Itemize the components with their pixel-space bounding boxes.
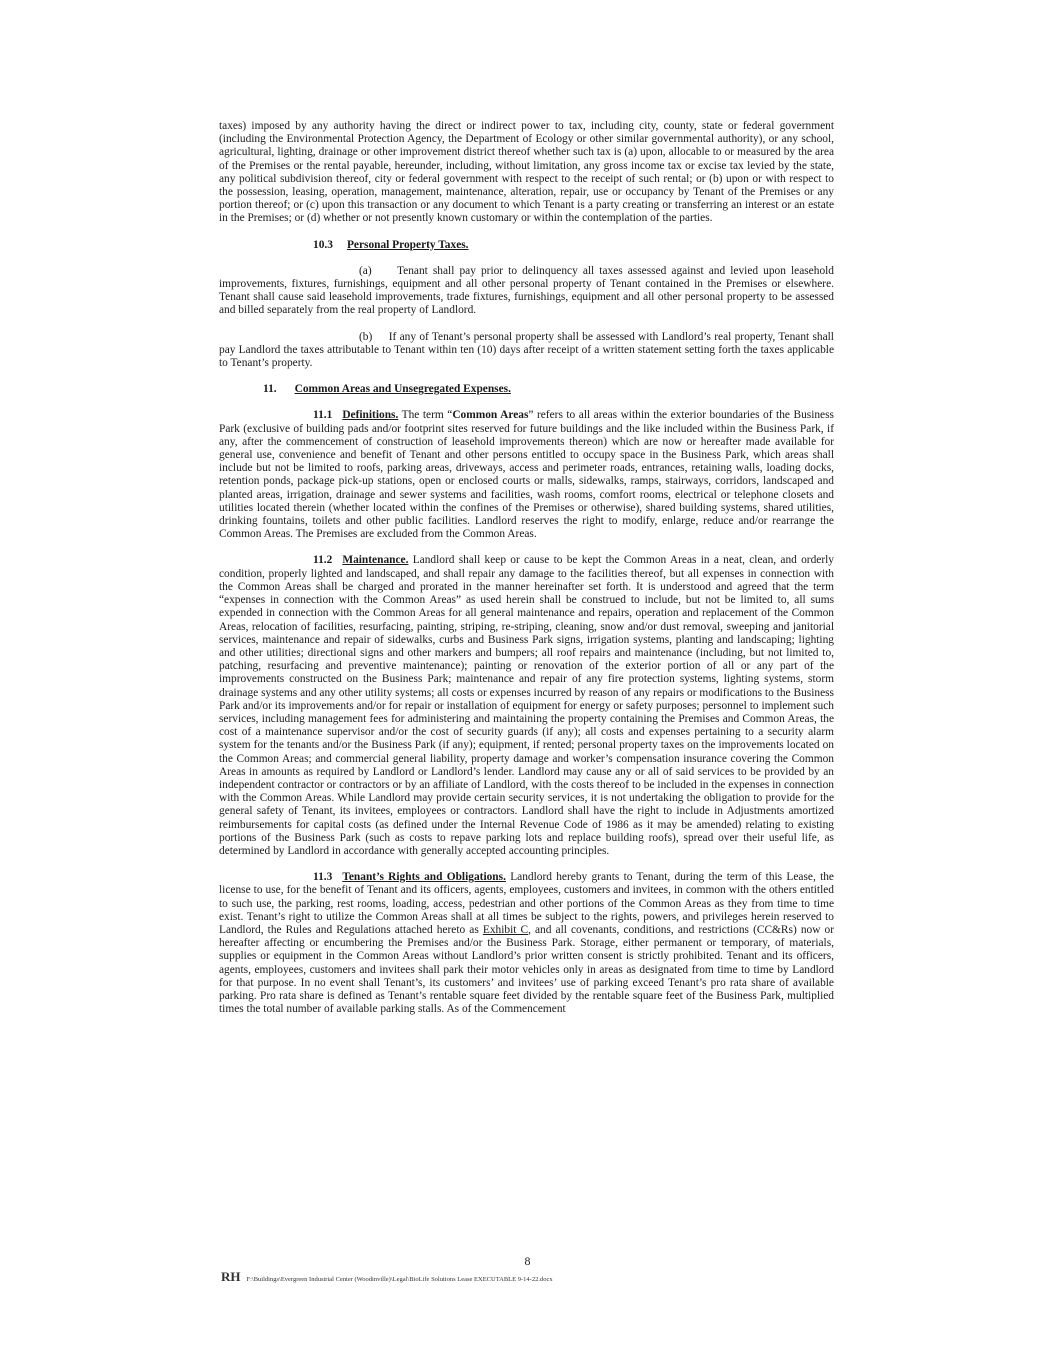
intro-paragraph: taxes) imposed by any authority having the direct or indirect power to tax, including city, county, state or federal government (including the Environmental Protection Agency, the Department of Ecology or other similar governmental authority), or any school, agricultural, lighting, drainage or other improvement district thereof whether such tax is (a) upon, allocable to or measured by the area of the Premises or the rental payable, hereunder, including, without limitation, any gross income tax or excise tax levied by the state, any political subdivision thereof, city or federal government with respect to the receipt of such rental; or (b) upon or with respect to the possession, leasing, operation, management, maintenance, alteration, repair, use or occupancy by Tenant of the Premises or any portion thereof; or (c) upon this transaction or any document to which Tenant is a party creating or transferring an interest or an estate in the Premises; or (d) whether or not presently known customary or within the contemplation of the parties.	[219, 120, 834, 225]
section-number: 11.2	[313, 554, 333, 567]
footer	[221, 1269, 553, 1285]
document-body	[219, 120, 834, 1016]
section-title: Definitions.	[342, 409, 399, 422]
section-title: Tenant’s Rights and Obligations.	[342, 871, 506, 884]
section-10-3-para-b	[219, 331, 834, 371]
section-number: 11.1	[313, 409, 333, 422]
footer-initials: RH	[221, 1269, 241, 1284]
paragraph-text: Landlord hereby grants to Tenant, during the term of this Lease, the license to use, for the benefit of Tenant and its officers, agents, employees, customers and invitees, in common with the others entitled to such use, the parking, rest rooms, loading, access, pedestrian and other portions of the Common Areas as they from time to time exist. Tenant’s right to utilize the Common Areas shall at all times be subject to the rights, powers, and privileges herein reserved to Landlord, the Rules and Regulations attached hereto as	[219, 871, 834, 936]
section-title: Common Areas and Unsegregated Expenses.	[294, 383, 511, 396]
para-text: Tenant shall pay prior to delinquency all taxes assessed against and levied upon leasehold improvements, fixtures, furnishings, equipment and all other personal property of Tenant contained in the Premises or elsewhere. Tenant shall cause said leasehold improvements, trade fixtures, furnishings, equipment and all other personal property to be assessed and billed separately from the real property of Landlord.	[219, 264, 834, 317]
para-label: (a)	[359, 264, 372, 277]
section-10-3-para-a	[219, 265, 834, 318]
paragraph-text: Landlord shall keep or cause to be kept the Common Areas in a neat, clean, and orderly condition, properly lighted and landscaped, and shall repair any damage to the facilities thereof, but all expenses in connection with the Common Areas shall be charged and prorated in the manner hereinafter set forth. It is understood and agreed that the term “expenses in connection with the Common Areas” as used herein shall be construed to include, but not be limited to, all sums expended in connection with the Common Areas for all general maintenance and repairs, operation and replacement of the Common Areas, relocation of facilities, resurfacing, painting, striping, re-striping, cleaning, snow and/or dust removal, sweeping and janitorial services, maintenance and repair of sidewalks, curbs and Business Park signs, irrigation systems, planting and landscaping; lighting and other utilities; directional signs and other markers and bumpers; all roof repairs and maintenance (including, but not limited to, patching, resurfacing and preventive maintenance); painting or renovation of the exterior portion of all or any part of the improvements constructed on the Business Park; maintenance and repair of any fire protection systems, lighting systems, storm drainage systems and any other utility systems; all costs or expenses incurred by reason of any repairs or modifications to the Business Park and/or its improvements and/or for repair or installation of equipment for energy or safety purposes; personnel to implement such services, including management fees for administering and maintaining the property containing the Premises and Common Areas, the cost of a maintenance supervisor and/or the cost of security guards (if any); all costs and expenses pertaining to a security alarm system for the tenants and/or the Business Park (if any); equipment, if rented; personal property taxes on the improvements located on the Common Areas; and commercial general liability, property damage and worker’s compensation insurance covering the Common Areas in amounts as required by Landlord or Landlord’s lender. Landlord may cause any or all of said services to be provided by an independent contractor or contractors or by an affiliate of Landlord, with the costs thereof to be included in the expenses in connection with the Common Areas. While Landlord may provide certain security services, it is not undertaking the obligation to provide for the general safety of Tenant, its invitees, employees or contractors. Landlord shall have the right to include in Adjustments amortized reimbursements for capital costs (as defined under the Internal Revenue Code of 1986 as it may be amended) relating to existing portions of the Business Park (such as costs to repave parking lots and replace building roofs), spread over their useful life, as determined by Landlord in accordance with generally accepted accounting principles.	[219, 554, 834, 857]
defined-term: Common Areas	[452, 409, 529, 422]
section-title: Personal Property Taxes.	[346, 238, 469, 251]
para-text: If any of Tenant’s personal property shall be assessed with Landlord’s real property, Tenant shall pay Landlord the taxes attributable to Tenant within ten (10) days after receipt of a written statement setting forth the taxes applicable to Tenant’s property.	[219, 330, 834, 370]
section-number: 11.3	[313, 871, 333, 884]
para-label: (b)	[359, 330, 373, 343]
section-11-2-paragraph	[219, 554, 834, 858]
section-title: Maintenance.	[342, 554, 409, 567]
section-11-1-paragraph	[219, 409, 834, 541]
section-10-3-heading	[219, 239, 834, 252]
exhibit-reference: Exhibit C	[482, 923, 529, 936]
paragraph-text: ” refers to all areas within the exterior boundaries of the Business Park (exclusive of building pads and/or footprint sites reserved for future buildings and the like included within the Business Park, if any, after the commencement of construction of leasehold improvements thereon) which are now or hereafter made available for general use, convenience and benefit of Tenant and other persons entitled to occupy space in the Business Park, which areas shall include but not be limited to roofs, parking areas, driveways, access and perimeter roads, entrances, retaining walls, loading docks, retention ponds, package pick-up stations, open or enclosed courts or malls, sidewalks, ramps, stairways, corridors, landscaped and planted areas, irrigation, drainage and sewer systems and facilities, wash rooms, comfort rooms, electrical or telephone closets and utilities located therein (whether located within the confines of the Premises or otherwise), shared building systems, shared utilities, drinking fountains, toilets and other public facilities. Landlord reserves the right to modify, enlarge, reduce and/or rearrange the Common Areas. The Premises are excluded from the Common Areas.	[219, 409, 834, 541]
paragraph-text: , and all covenants, conditions, and restrictions (CC&Rs) now or hereafter affecting or encumbering the Premises and/or the Business Park. Storage, either permanent or temporary, of materials, supplies or equipment in the Common Areas without Landlord’s prior written consent is strictly prohibited. Tenant and its officers, agents, employees, customers and invitees shall park their motor vehicles only in areas as designated from time to time by Landlord for that purpose. In no event shall Tenant’s, its customers’ and invitees’ use of parking exceed Tenant’s pro rata share of available parking. Pro rata share is defined as Tenant’s rentable square feet divided by the rentable square feet of the Business Park, multiplied times the total number of available parking stalls. As of the Commencement	[219, 923, 835, 1016]
paragraph-text: The term “	[401, 409, 453, 422]
section-11-heading	[219, 383, 834, 396]
footer-file-path: F:\Buildings\Evergreen Industrial Center (Woodinville)\Legal\BioLife Solutions Lease EXECUTABLE 9-14-22.docx	[246, 1276, 553, 1283]
section-11-3-paragraph	[219, 871, 834, 1016]
section-number: 10.3	[313, 238, 333, 251]
page-number: 8	[524, 1254, 531, 1268]
section-number: 11.	[263, 383, 277, 396]
